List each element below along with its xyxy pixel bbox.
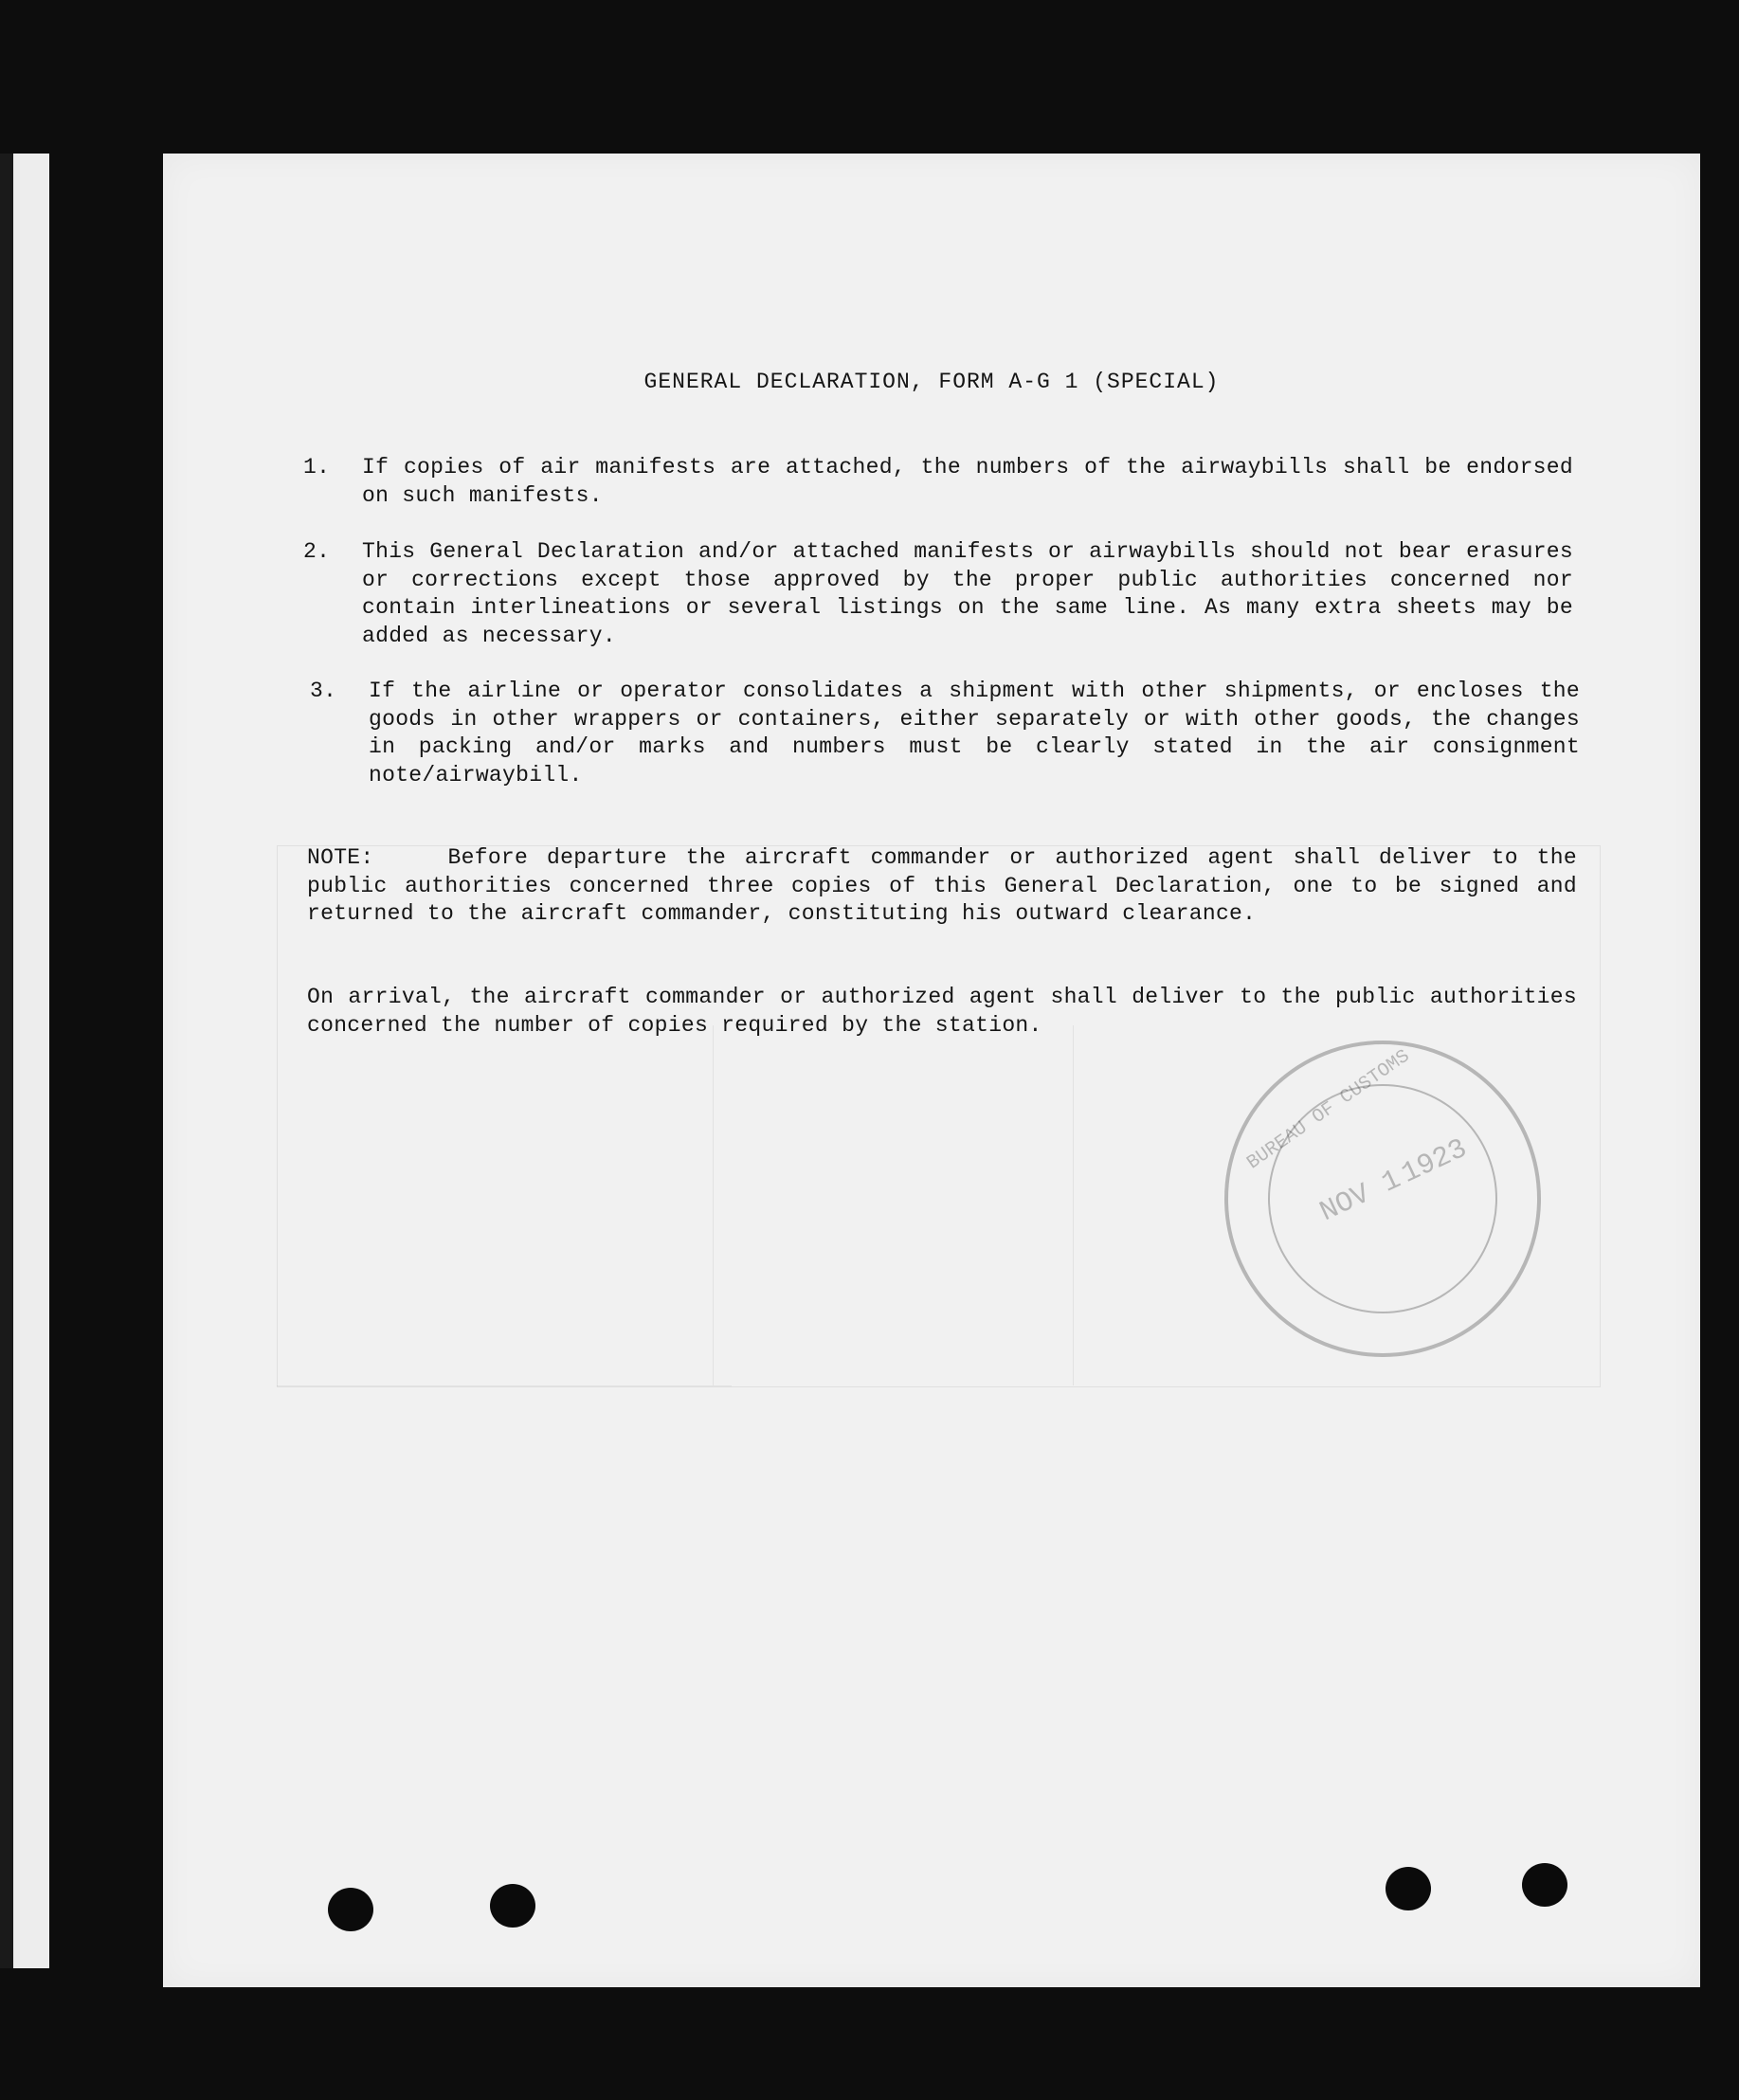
- svg-text:1923: 1923: [1396, 1132, 1473, 1191]
- bleed-through-line: [1073, 1025, 1074, 1385]
- bleed-through-line: [277, 1385, 732, 1386]
- note-paragraph: [307, 844, 1577, 929]
- note-label: NOTE:: [307, 845, 374, 870]
- item-number: 2.: [303, 539, 331, 564]
- punch-hole: [1386, 1867, 1431, 1910]
- arrival-text: On arrival, the aircraft commander or authorized agent shall deliver to the public authorities concerned the number of copies required by the station.: [307, 985, 1577, 1038]
- item-text: If copies of air manifests are attached, the numbers of the airwaybills shall be endorsed on such manifests.: [362, 455, 1573, 508]
- adjacent-page-edge: [0, 154, 13, 1968]
- punch-hole: [1522, 1863, 1567, 1907]
- punch-hole: [490, 1884, 535, 1928]
- svg-text:BUREAU OF CUSTOMS: BUREAU OF CUSTOMS: [1242, 1045, 1415, 1175]
- item-number: 3.: [310, 679, 337, 703]
- customs-stamp: [1217, 1033, 1549, 1365]
- list-item: [303, 538, 1573, 650]
- note-text: Before departure the aircraft commander or authorized agent shall deliver to the public authorities concerned three copies of this General Declaration, one to be signed and returned to the aircraft commander, constituting his outward clearance.: [307, 845, 1577, 926]
- document-page: [163, 154, 1700, 1987]
- arrival-paragraph: [307, 984, 1577, 1040]
- bleed-through-line: [713, 1025, 714, 1385]
- page-title: GENERAL DECLARATION, FORM A-G 1 (SPECIAL): [643, 370, 1220, 394]
- item-text: This General Declaration and/or attached manifests or airwaybills should not bear erasures or corrections except those approved by the proper public authorities concerned nor contain interlineations or several listings on the same line. As many extra sheets may be added as necessary.: [362, 539, 1573, 648]
- punch-hole: [328, 1888, 373, 1931]
- item-text: If the airline or operator consolidates a shipment with other shipments, or encloses the goods in other wrappers or containers, either separately or with other goods, the changes in packing and/or marks and numbers must be clearly stated in the air consignment note/airwaybill.: [369, 679, 1580, 788]
- svg-text:NOV 1: NOV 1: [1314, 1164, 1406, 1230]
- list-item: [303, 454, 1573, 510]
- item-number: 1.: [303, 455, 331, 480]
- list-item: [310, 678, 1580, 789]
